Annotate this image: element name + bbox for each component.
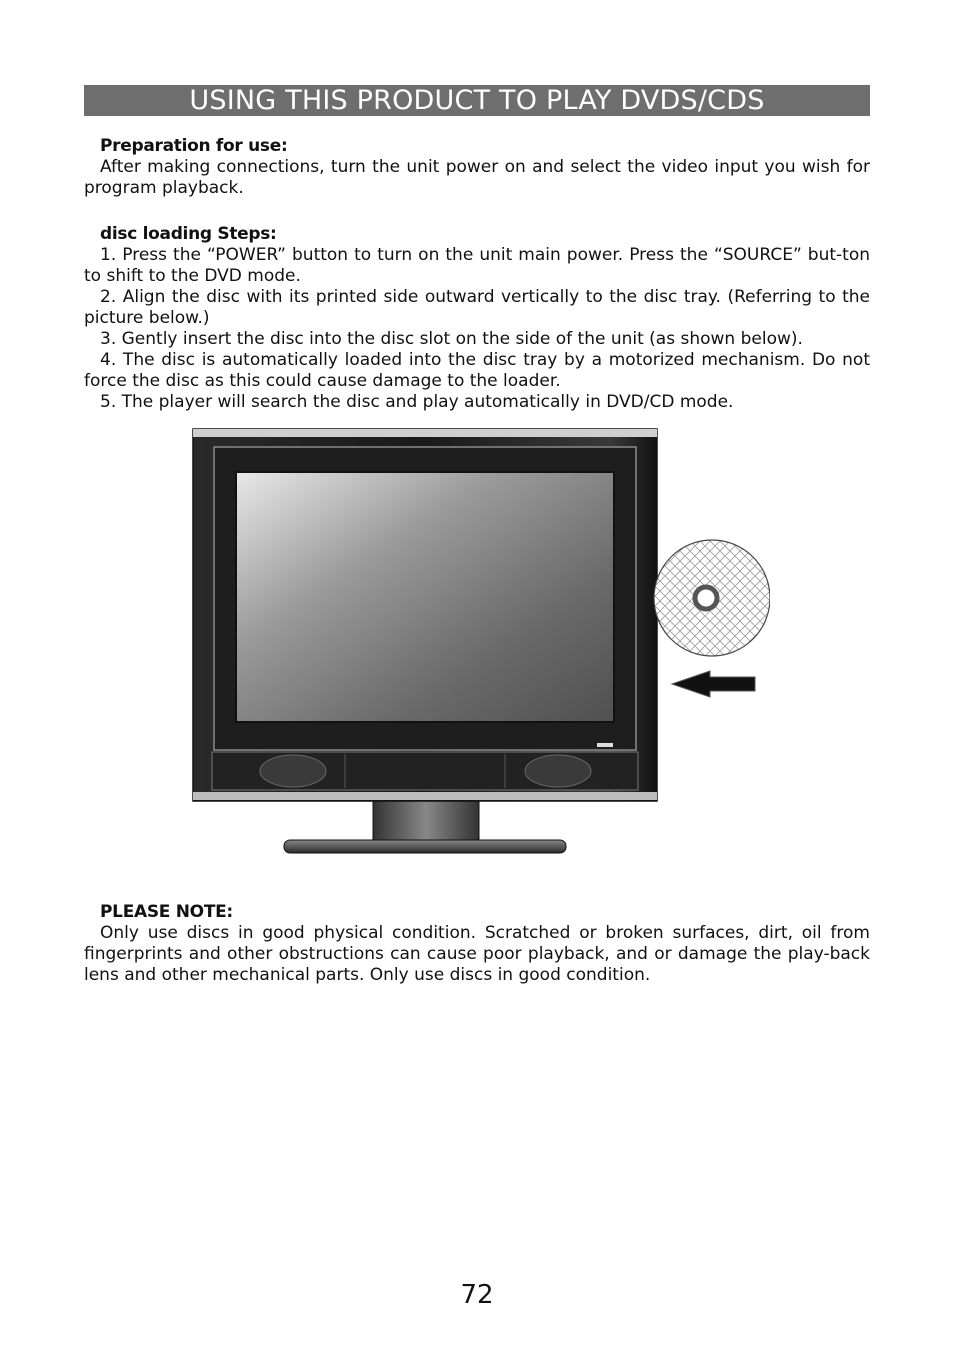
tv-illustration bbox=[190, 426, 770, 858]
step-1: 1. Press the “POWER” button to turn on the unit main power. Press the “SOURCE” but-ton to shift to the DVD mode. bbox=[84, 245, 870, 286]
arrow-left-icon bbox=[672, 671, 755, 697]
step-5: 5. The player will search the disc and play automatically in DVD/CD mode. bbox=[100, 392, 734, 412]
tv-bottom-edge bbox=[193, 792, 657, 800]
stand-base bbox=[284, 840, 566, 853]
step-2: 2. Align the disc with its printed side outward vertically to the disc tray. (Referring to the picture below.) bbox=[84, 287, 870, 328]
right-speaker bbox=[525, 755, 591, 787]
power-led bbox=[597, 743, 613, 747]
preparation-paragraph: After making connections, turn the unit power on and select the video input you wish for program playback. bbox=[84, 157, 870, 198]
note-paragraph: Only use discs in good physical condition. Scratched or broken surfaces, dirt, oil from fingerprints and other obstructions can cause poor playback, and or damage the play-back lens and other mechanical parts. Only use discs in good condition. bbox=[84, 923, 870, 985]
disc-loading-figure bbox=[190, 426, 770, 858]
preparation-heading: Preparation for use: bbox=[100, 136, 288, 156]
note-text bbox=[84, 923, 870, 986]
loading-heading: disc loading Steps: bbox=[100, 224, 277, 244]
loading-steps bbox=[84, 245, 870, 413]
section-title: USING THIS PRODUCT TO PLAY DVDS/CDS bbox=[84, 85, 870, 116]
stand-neck bbox=[373, 798, 479, 844]
disc-hole bbox=[695, 587, 717, 609]
preparation-text bbox=[84, 157, 870, 199]
tv-top-edge bbox=[193, 429, 657, 437]
tv-screen bbox=[236, 472, 614, 722]
note-heading: PLEASE NOTE: bbox=[100, 902, 233, 922]
step-3: 3. Gently insert the disc into the disc slot on the side of the unit (as shown below). bbox=[100, 329, 803, 349]
left-speaker bbox=[260, 755, 326, 787]
page-number: 72 bbox=[460, 1280, 494, 1310]
step-4: 4. The disc is automatically loaded into the disc tray by a motorized mechanism. Do not force the disc as this could cause damage to the loader. bbox=[84, 350, 870, 391]
